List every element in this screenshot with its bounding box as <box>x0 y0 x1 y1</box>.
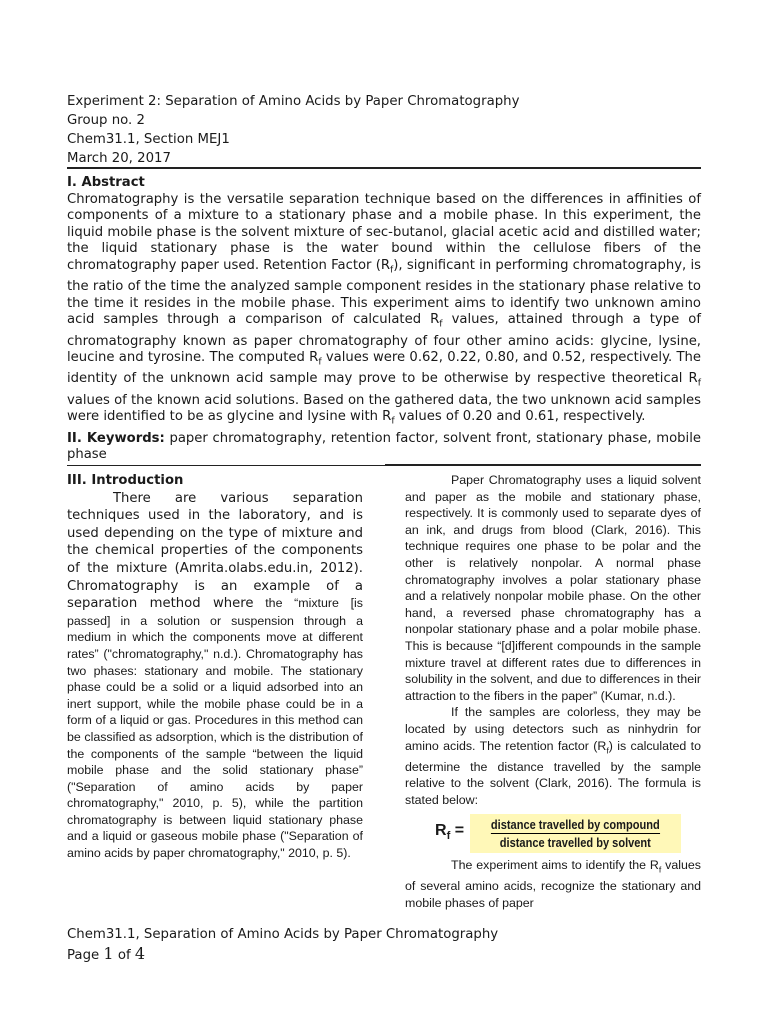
formula-lhs: $R_f$ = <box>435 821 465 843</box>
introduction-paragraph-4: The experiment aims to identify the $R_f$ values of several amino acids, recognize the stationary and mobile phases of paper <box>405 858 701 910</box>
formula-numerator: distance travelled by compound <box>490 817 660 833</box>
introduction-paragraph-2: Paper Chromatography uses a liquid solvent and paper as the mobile and stationary phase, respectively. It is commonly used to separate dyes of an ink, and drugs from blood (Clark, 2016). This technique requires one phase to be polar and the other is relatively nonpolar. A normal phase chromatography involves a polar stationary phase and a relatively nonpolar mobile phase. On the other hand, a reversed phase chromatography has a nonpolar stationary phase and a polar mobile phase. This is because “[d]ifferent compounds in the sample mixture travel at different rates due to differences in solubility in the solvent, and due to differences in their attraction to the fibers in the paper” (Kumar, n.d.). <box>405 473 701 703</box>
formula-fraction <box>470 814 681 853</box>
document-date: March 20, 2017 <box>67 151 171 166</box>
group-number: Group no. 2 <box>67 113 145 128</box>
abstract-heading: I. Abstract <box>67 175 145 190</box>
intro-divider-right <box>385 464 701 466</box>
page-footer <box>67 925 498 965</box>
page-number: Page 1 of 4 <box>67 944 146 963</box>
keywords-paragraph <box>67 431 701 464</box>
introduction-paragraph-1: There are various separation techniques used in the laboratory, and is used depending on the type of mixture and the chemical properties of the components of the mixture (Amrita.olabs.edu.in, 2012). Chromatography is an example of a separation method where the “mixture [is passed] in a solution or suspension through a medium in which the components move at different rates” ("chromatography," n.d.). Chromatography has two phases: stationary and mobile. The stationary phase could be a solid or a liquid adsorbed into an inert support, while the mobile phase could be in a form of a liquid or gas. Procedures in this method can be classified as adsorption, which is the distribution of the components of the sample “between the liquid mobile phase and the solid stationary phase” ("Separation of amino acids by paper chromatography," 2010, p. 5), while the partition chromatography is between liquid stationary phase and a liquid or gaseous mobile phase ("Separation of amino acids by paper chromatography," 2010, p. 5). <box>67 490 363 861</box>
experiment-title: Experiment 2: Separation of Amino Acids by Paper Chromatography <box>67 94 520 109</box>
header-divider <box>67 167 701 169</box>
footer-title: Chem31.1, Separation of Amino Acids by Paper Chromatography <box>67 927 499 942</box>
abstract-body: Chromatography is the versatile separation technique based on the differences in affinities of components of a mixture to a stationary phase and a mobile phase. In this experiment, the liquid mobile phase is the solvent mixture of sec-butanol, glacial acetic acid and distilled water; the liquid stationary phase is the water bound within the cellulose fibers of the chromatography paper used. Retention Factor $(R_f)$, significant in performing chromatography, is the ratio of the time the analyzed sample component resides in the stationary phase relative to the time it resides in the mobile phase. This experiment aims to identify two unknown amino acid samples through a comparison of calculated $R_f$ values, attained through a type of chromatography known as paper chromatography of four other amino acids: glycine, lysine, leucine and tyrosine. The computed $R_f$ values were 0.62, 0.22, 0.80, and 0.52, respectively. The identity of the unknown acid sample may prove to be otherwise by respective theoretical $R_f$ values of the known acid solutions. Based on the gathered data, the two unknown acid samples were identified to be as glycine and lysine with $R_f$ values of 0.20 and 0.61, respectively. <box>67 191 702 427</box>
keywords-text: paper chromatography, retention factor, solvent front, stationary phase, mobile phase <box>67 430 701 463</box>
rf-formula <box>405 814 701 853</box>
intro-divider-left <box>67 465 385 466</box>
document-header <box>67 92 707 168</box>
course-section: Chem31.1, Section MEJ1 <box>67 132 230 147</box>
abstract-section <box>67 175 701 464</box>
introduction-left-column <box>67 473 363 862</box>
introduction-paragraph-3: If the samples are colorless, they may be located by using detectors such as ninhydrin for amino acids. The retention factor $(R_f)$ is calculated to determine the distance travelled by the sample relative to the solvent (Clark, 2016). The formula is stated below: <box>405 705 701 807</box>
keywords-heading: II. Keywords: <box>67 430 165 446</box>
introduction-heading: III. Introduction <box>67 473 184 488</box>
formula-denominator: distance travelled by solvent <box>499 835 651 851</box>
introduction-right-column <box>405 472 701 912</box>
